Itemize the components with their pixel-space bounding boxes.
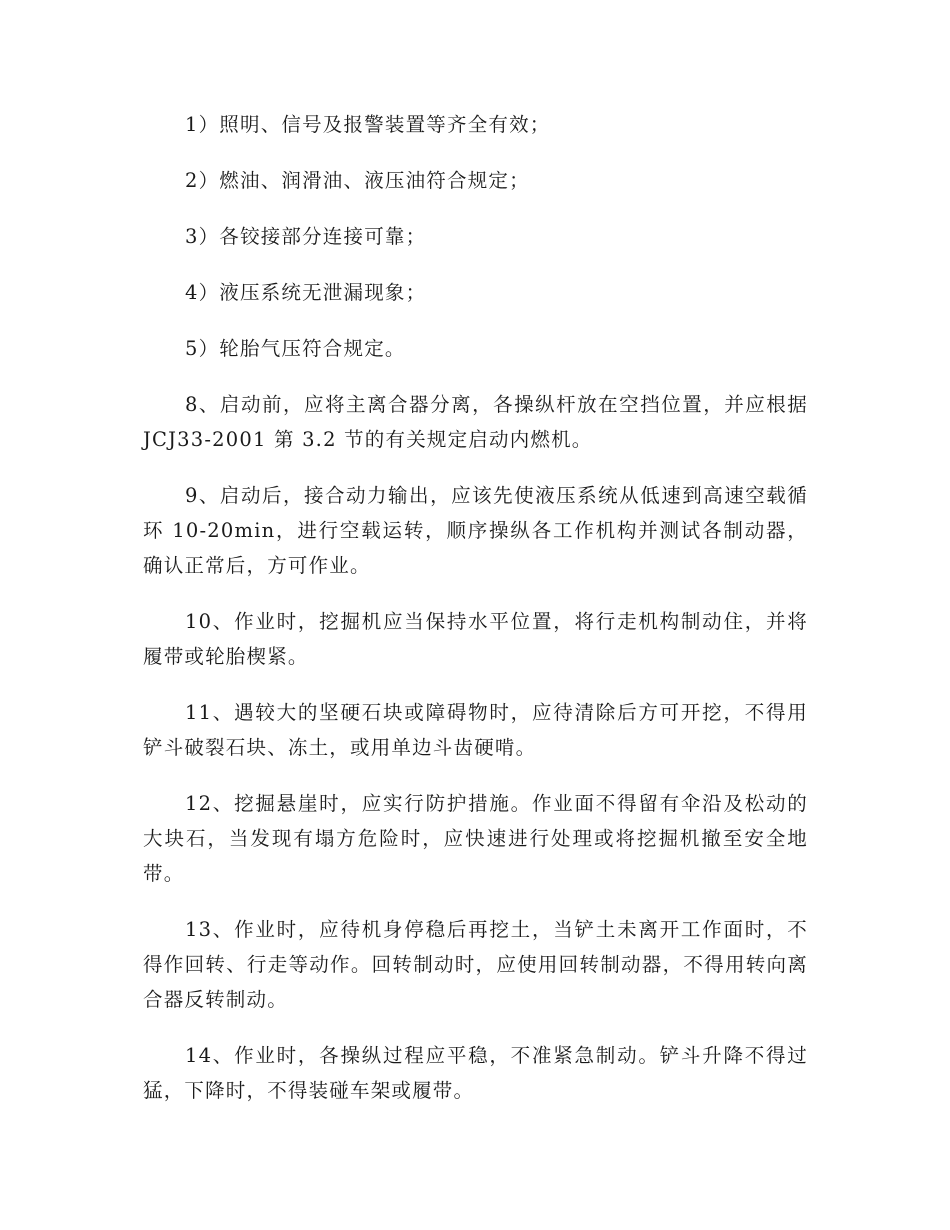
paragraph: 11、遇较大的坚硬石块或障碍物时，应待清除后方可开挖，不得用铲斗破裂石块、冻土，或用单边斗齿硬啃。 (143, 701, 808, 759)
paragraph: 10、作业时，挖掘机应当保持水平位置，将行走机构制动住，并将履带或轮胎楔紧。 (143, 610, 808, 668)
list-item: 4）液压系统无泄漏现象； (185, 281, 427, 304)
document-body (143, 107, 808, 1129)
paragraph: 12、挖掘悬崖时，应实行防护措施。作业面不得留有伞沿及松动的大块石，当发现有塌方危险时，应快速进行处理或将挖掘机撤至安全地带。 (143, 792, 808, 885)
paragraph: 13、作业时，应待机身停稳后再挖土，当铲土未离开工作面时，不得作回转、行走等动作。回转制动时，应使用回转制动器，不得用转向离合器反转制动。 (143, 918, 808, 1011)
list-item: 3）各铰接部分连接可靠； (185, 225, 427, 248)
paragraph: 9、启动后，接合动力输出，应该先使液压系统从低速到高速空载循环 10-20min，进行空载运转，顺序操纵各工作机构并测试各制动器，确认正常后，方可作业。 (143, 484, 808, 577)
paragraph: 14、作业时，各操纵过程应平稳，不准紧急制动。铲斗升降不得过猛，下降时，不得装碰车架或履带。 (143, 1044, 808, 1102)
list-item: 2）燃油、润滑油、液压油符合规定； (185, 169, 530, 192)
paragraph: 8、启动前，应将主离合器分离，各操纵杆放在空挡位置，并应根据 JCJ33-2001 第 3.2 节的有关规定启动内燃机。 (143, 393, 808, 451)
list-item: 5）轮胎气压符合规定。 (185, 337, 406, 360)
list-item: 1）照明、信号及报警装置等齐全有效； (185, 113, 551, 136)
